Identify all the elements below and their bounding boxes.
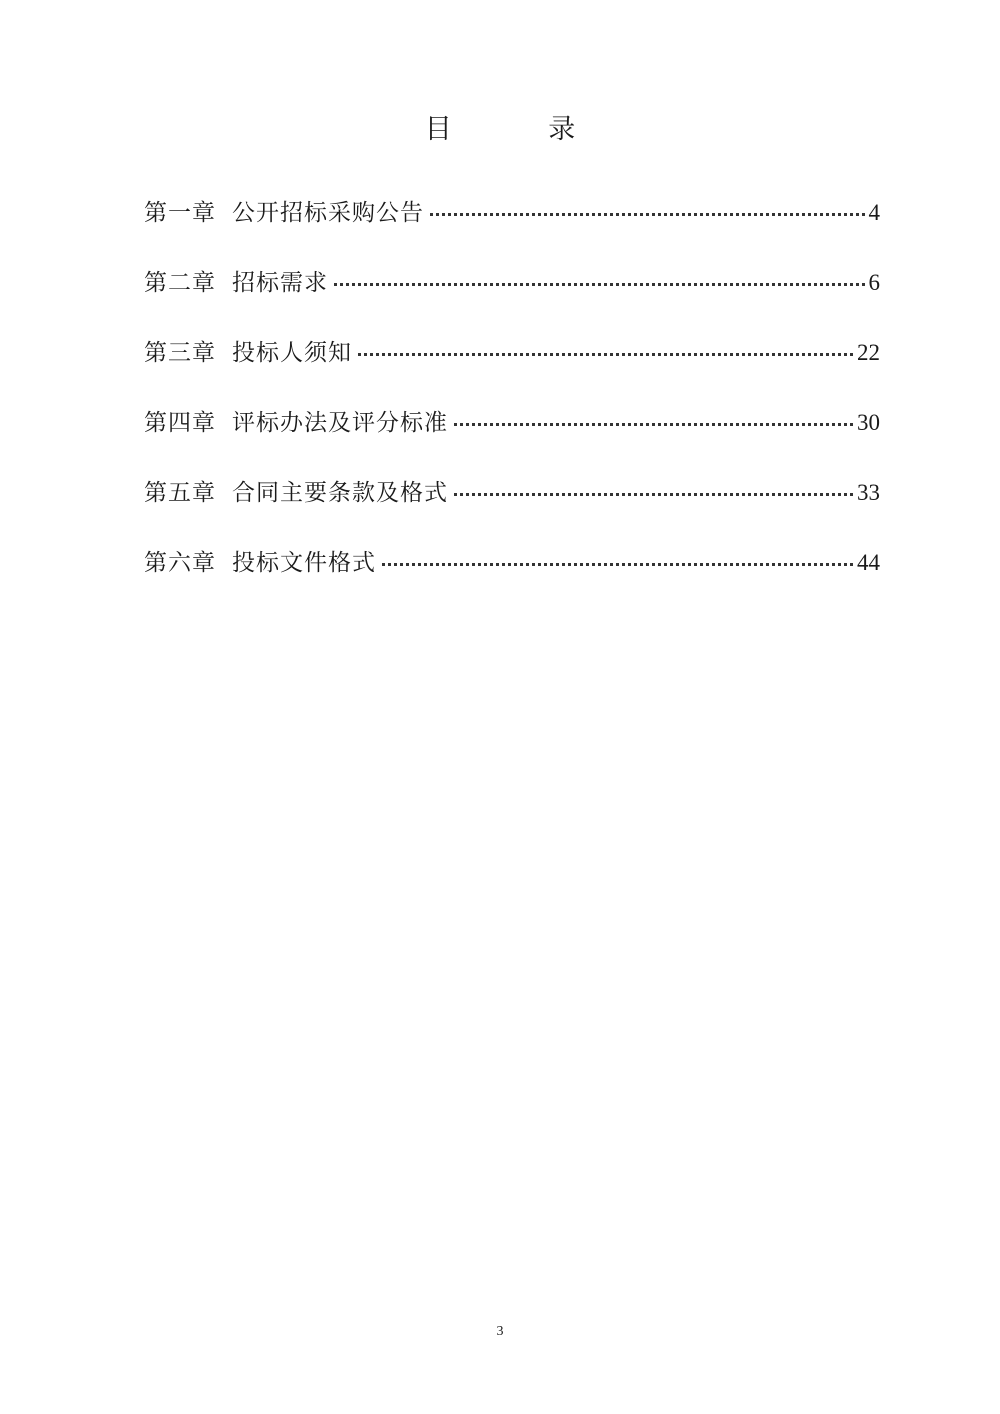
toc-entry-chapter-3[interactable] <box>144 332 880 402</box>
toc-page-number: 44 <box>857 550 880 575</box>
toc-chapter-name: 投标人须知 <box>232 340 352 366</box>
toc-chapter-name: 投标文件格式 <box>232 550 376 576</box>
toc-dot-leader <box>454 491 853 496</box>
toc-chapter-number: 第六章 <box>144 550 216 576</box>
toc-chapter-number: 第四章 <box>144 410 216 436</box>
toc-page-number: 22 <box>857 340 880 365</box>
toc-page-number: 6 <box>868 270 880 295</box>
toc-chapter-name: 评标办法及评分标准 <box>232 410 448 436</box>
toc-chapter-name: 招标需求 <box>232 270 328 296</box>
toc-chapter-number: 第二章 <box>144 270 216 296</box>
toc-chapter-name: 公开招标采购公告 <box>232 200 424 226</box>
toc-page-number: 4 <box>868 200 880 225</box>
toc-page-number: 33 <box>857 480 880 505</box>
toc-entry-chapter-4[interactable] <box>144 402 880 472</box>
toc-chapter-name: 合同主要条款及格式 <box>232 480 448 506</box>
toc-title: 目 录 <box>424 114 620 146</box>
toc-chapter-number: 第一章 <box>144 200 216 226</box>
table-of-contents <box>144 192 880 612</box>
toc-dot-leader <box>334 281 865 286</box>
toc-chapter-number: 第三章 <box>144 340 216 366</box>
toc-entry-chapter-1[interactable] <box>144 192 880 262</box>
toc-entry-chapter-2[interactable] <box>144 262 880 332</box>
toc-dot-leader <box>382 561 853 566</box>
page-number: 3 <box>496 1324 504 1339</box>
toc-page-number: 30 <box>857 410 880 435</box>
toc-dot-leader <box>454 421 853 426</box>
toc-entry-chapter-5[interactable] <box>144 472 880 542</box>
toc-dot-leader <box>430 211 865 216</box>
toc-chapter-number: 第五章 <box>144 480 216 506</box>
toc-dot-leader <box>358 351 853 356</box>
toc-entry-chapter-6[interactable] <box>144 542 880 612</box>
